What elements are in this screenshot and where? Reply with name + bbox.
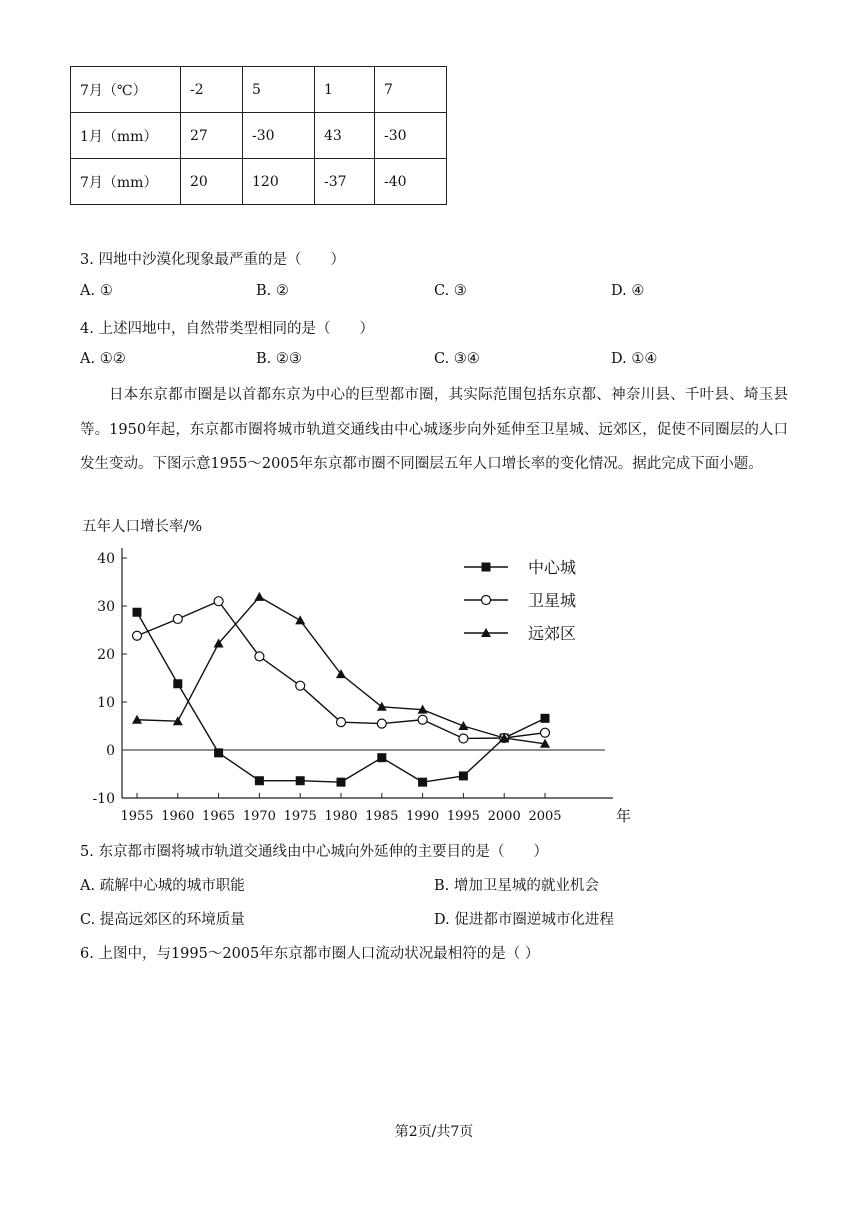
series-1-point xyxy=(337,778,346,787)
table-cell: 7 xyxy=(375,67,447,113)
q5-option-b: B. 增加卫星城的就业机会 xyxy=(434,878,599,894)
series-2-point xyxy=(255,652,264,661)
x-tick-label: 1985 xyxy=(365,809,399,824)
table-cell: -2 xyxy=(181,67,243,113)
chart-y-axis-label: 五年人口增长率/% xyxy=(82,519,203,535)
table-row-header: 7月（℃） xyxy=(71,67,181,113)
x-tick-label: 1970 xyxy=(242,809,276,824)
x-tick-label: 1980 xyxy=(324,809,358,824)
series-1-point xyxy=(214,748,223,757)
series-line-1 xyxy=(137,612,545,782)
x-tick-label: 1965 xyxy=(202,809,236,824)
x-tick-label: 1960 xyxy=(161,809,195,824)
series-2-point xyxy=(377,719,386,728)
table-row xyxy=(71,67,447,113)
series-2-point xyxy=(214,597,223,606)
legend-label: 卫星城 xyxy=(528,591,577,610)
table-cell: -40 xyxy=(375,159,447,205)
q5-option-a: A. 疏解中心城的城市职能 xyxy=(80,878,245,894)
series-1-point xyxy=(541,714,550,723)
q3-option-d: D. ④ xyxy=(611,283,645,299)
series-2-point xyxy=(296,681,305,690)
series-1-point xyxy=(459,771,468,780)
q3-option-c: C. ③ xyxy=(434,283,467,299)
legend-marker xyxy=(482,596,491,605)
series-2-point xyxy=(541,728,550,737)
q4-option-d: D. ①④ xyxy=(611,351,658,367)
question-3-stem: 3. 四地中沙漠化现象最严重的是（ ） xyxy=(80,252,345,268)
table-cell: 5 xyxy=(243,67,315,113)
series-1-point xyxy=(173,679,182,688)
series-1-point xyxy=(377,753,386,762)
legend-marker xyxy=(482,563,491,572)
x-tick-label: 1955 xyxy=(120,809,154,824)
question-4-stem: 4. 上述四地中，自然带类型相同的是（ ） xyxy=(80,321,374,337)
table-cell: -30 xyxy=(243,113,315,159)
y-tick-label: 20 xyxy=(97,647,115,663)
table-cell: 1 xyxy=(315,67,375,113)
table-row-header: 7月（mm） xyxy=(71,159,181,205)
y-tick-label: 0 xyxy=(106,743,115,759)
question-6-stem: 6. 上图中，与1995～2005年东京都市圈人口流动状况最相符的是（ ） xyxy=(80,946,540,962)
series-3-point xyxy=(295,615,305,624)
table-cell: 43 xyxy=(315,113,375,159)
table-cell: 27 xyxy=(181,113,243,159)
series-1-point xyxy=(255,776,264,785)
q4-option-c: C. ③④ xyxy=(434,351,480,367)
q5-option-c: C. 提高远郊区的环境质量 xyxy=(80,912,245,928)
q4-option-a: A. ①② xyxy=(80,351,126,367)
table-cell: -37 xyxy=(315,159,375,205)
table-row xyxy=(71,113,447,159)
table-cell: -30 xyxy=(375,113,447,159)
series-2-point xyxy=(173,614,182,623)
q4-option-b: B. ②③ xyxy=(256,351,302,367)
reading-passage: 日本东京都市圈是以首都东京为中心的巨型都市圈，其实际范围包括东京都、神奈川县、千叶县、埼玉县等。1950年起，东京都市圈将城市轨道交通线由中心城逐步向外延伸至卫星城、远郊区，促使不同圈层的人口发生变动。下图示意1955～2005年东京都市圈不同圈层五年人口增长率的变化情况。据此完成下面小题。 xyxy=(80,387,788,472)
y-tick-label: 30 xyxy=(97,599,115,615)
data-table xyxy=(70,66,447,205)
series-1-point xyxy=(296,776,305,785)
q5-option-d: D. 促进都市圈逆城市化进程 xyxy=(434,912,614,928)
y-tick-label: -10 xyxy=(92,791,115,807)
page-footer: 第2页/共7页 xyxy=(394,1124,474,1140)
table-cell: 120 xyxy=(243,159,315,205)
x-tick-label: 2000 xyxy=(487,809,521,824)
population-growth-chart xyxy=(0,540,868,830)
y-tick-label: 40 xyxy=(97,551,115,567)
table-row xyxy=(71,159,447,205)
legend-label: 中心城 xyxy=(528,558,577,577)
question-5-stem: 5. 东京都市圈将城市轨道交通线由中心城向外延伸的主要目的是（ ） xyxy=(80,844,548,860)
q3-option-b: B. ② xyxy=(256,283,289,299)
y-tick-label: 10 xyxy=(97,695,115,711)
x-tick-label: 2005 xyxy=(528,809,562,824)
series-2-point xyxy=(337,718,346,727)
series-2-point xyxy=(418,715,427,724)
x-tick-label: 1995 xyxy=(446,809,480,824)
series-3-point xyxy=(254,592,264,601)
x-axis-label: 年 xyxy=(616,807,632,825)
x-tick-label: 1975 xyxy=(283,809,317,824)
x-tick-label: 1990 xyxy=(406,809,440,824)
series-3-point xyxy=(458,721,468,730)
table-row-header: 1月（mm） xyxy=(71,113,181,159)
series-1-point xyxy=(418,778,427,787)
q3-option-a: A. ① xyxy=(80,283,113,299)
series-2-point xyxy=(459,734,468,743)
legend-label: 远郊区 xyxy=(528,624,577,643)
series-2-point xyxy=(133,631,142,640)
table-cell: 20 xyxy=(181,159,243,205)
series-1-point xyxy=(133,608,142,617)
